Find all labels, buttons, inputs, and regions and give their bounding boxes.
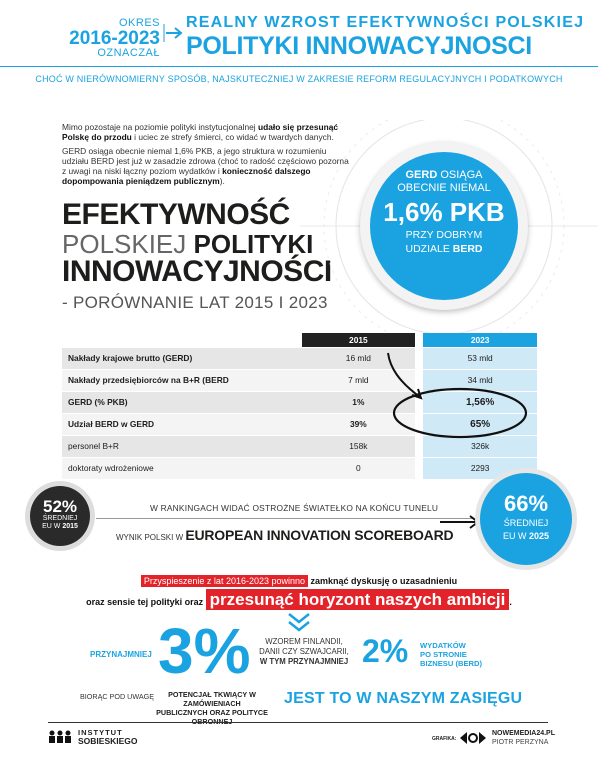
gerd-badge <box>370 152 518 300</box>
potential-line2: PUBLICZNYCH ORAZ POLITYCE <box>156 708 268 717</box>
cell-2015: 7 mld <box>302 369 416 391</box>
gerd-badge-line4 <box>370 243 518 255</box>
acceleration-line1 <box>0 575 598 587</box>
badge-2015-line1: ŚREDNIEJ <box>42 515 78 522</box>
cell-2023: 1,56% <box>423 391 537 413</box>
graphics-label: GRAFIKA: <box>432 736 457 742</box>
heading-line2-light: POLSKIEJ <box>62 229 194 259</box>
badge-2025-year: 2025 <box>528 531 550 541</box>
at-least-label: PRZYNAJMNIEJ <box>90 650 152 659</box>
cell-2015: 158k <box>302 435 416 457</box>
header-title-line2: POLITYKI INNOWACYJNOSCI <box>186 32 532 60</box>
gerd-badge-line3: PRZY DOBRYM <box>405 229 483 241</box>
intro-p2-text: GERD osiąga obecnie niemal 1,6% PKB, a jego struktura w rozumieniu udziału BERD jest już w zasadzie zdrowa (choć to radość częściowo pozorna z uwagi na niski łączny poziom wydatków i <box>62 146 349 176</box>
badge-2025-value: 66% <box>503 491 549 516</box>
target-2-percent: 2% <box>362 633 409 669</box>
badge-2015-year: 2015 <box>62 523 78 530</box>
acceleration-highlight-2: przesunąć horyzont naszych ambicji <box>206 589 510 610</box>
acceleration-text-3: . <box>509 597 512 607</box>
people-icon <box>48 730 76 744</box>
arrow-right-icon <box>162 22 184 44</box>
gerd-badge-value: 1,6% PKB <box>383 197 505 227</box>
badge-2015-value: 52% <box>42 497 78 516</box>
cell-2023: 53 mld <box>423 347 537 369</box>
chevron-down-icon <box>287 612 311 634</box>
ranking-result <box>116 527 453 543</box>
cell-2023: 326k <box>423 435 537 457</box>
nowemedia-logo-icon <box>458 730 488 746</box>
row-label: doktoraty wdrożeniowe <box>62 457 302 479</box>
row-label: Udział BERD w GERD <box>62 413 302 435</box>
heading-line2 <box>62 230 313 258</box>
row-label: Nakłady krajowe brutto (GERD) <box>62 347 302 369</box>
header-subtitle: CHOĆ W NIERÓWNOMIERNY SPOSÓB, NAJSKUTECZNIEJ W ZAKRESIE REFORM REGULACYJNYCH I PODATKOWYCH <box>35 74 563 84</box>
gerd-badge-berd: BERD <box>452 243 483 255</box>
footer-divider <box>48 722 548 723</box>
heading-line2-strong: POLITYKI <box>193 229 314 259</box>
badge-2025 <box>480 473 572 565</box>
model-line1: WZOREM FINLANDII, <box>265 637 343 646</box>
potential-line1: POTENCJAŁ TKWIĄCY W ZAMÓWIENIACH <box>168 690 256 708</box>
heading-line4: - PORÓWNANIE LAT 2015 I 2023 <box>62 293 328 312</box>
intro-p1-text-end: i uciec ze strefy śmierci, co widać w twardych danych. <box>131 132 334 142</box>
cell-2015: 39% <box>302 413 416 435</box>
ranking-divider <box>96 518 474 519</box>
table-header-2023: 2023 <box>423 333 537 347</box>
institute-line1: INSTYTUT <box>78 728 123 737</box>
header-divider <box>0 66 598 67</box>
ranking-headline: W RANKINGACH WIDAĆ OSTROŻNE ŚWIATEŁKO NA KOŃCU TUNELU <box>150 503 439 513</box>
eis-label: EUROPEAN INNOVATION SCOREBOARD <box>185 527 454 543</box>
heading-line3: INNOWACYJNOŚCI <box>62 255 332 288</box>
cell-2023: 2293 <box>423 457 537 479</box>
model-countries <box>250 637 358 667</box>
arrow-right-icon <box>440 512 484 532</box>
credit <box>492 730 555 747</box>
potential-label <box>148 690 276 726</box>
header-title-line1: REALNY WZROST EFEKTYWNOŚCI POLSKIEJ <box>186 14 585 31</box>
acceleration-line2 <box>0 589 598 611</box>
cell-2015: 0 <box>302 457 416 479</box>
cell-2023: 34 mld <box>423 369 537 391</box>
institute-line2: SOBIESKIEGO <box>78 736 138 746</box>
ranking-result-label: WYNIK POLSKI W <box>116 533 186 542</box>
target-3-percent: 3% <box>158 615 251 687</box>
gerd-badge-line1 <box>370 169 518 182</box>
heading-line1: EFEKTYWNOŚĆ <box>62 198 290 231</box>
gerd-badge-line2: OBECNIE NIEMAL <box>397 182 491 194</box>
gerd-badge-share: UDZIALE <box>405 243 453 255</box>
table-row <box>62 457 537 479</box>
intro-p2-bold: konieczność dalszego dopompowania pieniądzem publicznym <box>62 166 311 186</box>
considering-label: BIORĄC POD UWAGĘ <box>80 692 155 701</box>
highlight-ellipse-arrow <box>370 345 530 445</box>
intro-p1-text: Mimo pozostaje na poziomie polityki instytucjonalnej <box>62 122 258 132</box>
period-bottom: OZNACZAŁ <box>97 47 160 59</box>
spend-line3: BIZNESU (BERD) <box>420 659 483 668</box>
cell-2023: 65% <box>423 413 537 435</box>
within-reach-slogan: JEST TO W NASZYM ZASIĘGU <box>284 690 523 707</box>
row-label: GERD (% PKB) <box>62 391 302 413</box>
badge-2015-eu: EU W <box>42 523 63 530</box>
badge-2015-line2 <box>30 523 90 531</box>
acceleration-highlight-1: Przyspieszenie z lat 2016-2023 powinno <box>141 575 308 587</box>
business-spend-label <box>420 641 482 668</box>
credit-author: PIOTR PERZYNA <box>492 738 549 746</box>
row-label: personel B+R <box>62 435 302 457</box>
acceleration-text-2: oraz sensie tej polityki oraz <box>86 597 206 607</box>
period-years: 2016-2023 <box>69 28 160 49</box>
cell-2015: 1% <box>302 391 416 413</box>
period-label <box>42 18 160 59</box>
spend-line2: PO STRONIE <box>420 650 467 659</box>
acceleration-text-1: zamknąć dyskusję o uzasadnieniu <box>308 576 458 586</box>
model-line2: DANII CZY SZWAJCARII, <box>259 647 349 656</box>
gerd-badge-label: GERD <box>405 169 441 181</box>
cell-2015: 16 mld <box>302 347 416 369</box>
badge-2025-line2 <box>480 531 572 541</box>
badge-2025-line1: ŚREDNIEJ <box>503 518 549 528</box>
table-header-2015: 2015 <box>302 333 416 347</box>
intro-p2-text-end: ). <box>219 176 225 186</box>
badge-2015 <box>30 486 90 546</box>
period-top: OKRES <box>118 17 160 29</box>
intro-p1-bold: udało się przesunąć Polskę do przodu <box>62 122 339 142</box>
gerd-badge-verb: OSIĄGA <box>440 169 483 181</box>
row-label: Nakłady przedsiębiorców na B+R (BERD <box>62 369 302 391</box>
spend-line1: WYDATKÓW <box>420 641 466 650</box>
institute-logo <box>78 728 138 746</box>
model-line3: W TYM PRZYNAJMNIEJ <box>259 657 349 666</box>
table-header-empty <box>62 333 302 347</box>
badge-2025-eu: EU W <box>502 531 529 541</box>
credit-site: NOWEMEDIA24.PL <box>492 730 556 737</box>
